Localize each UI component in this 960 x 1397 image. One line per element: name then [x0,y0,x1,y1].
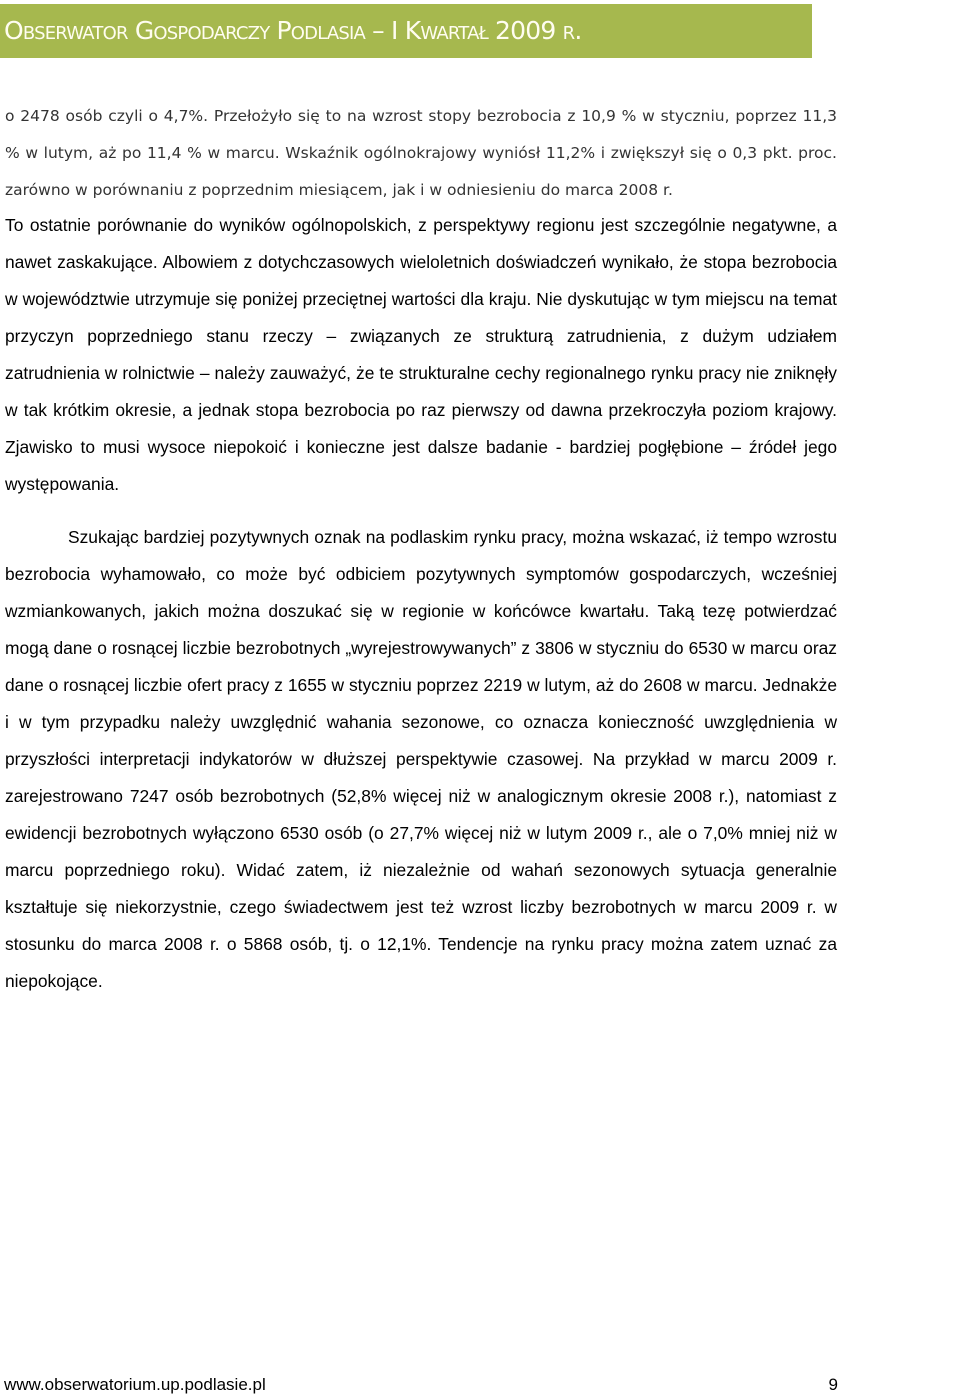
paragraph-1-start: o 2478 osób czyli o 4,7%. Przełożyło się to na wzrost stopy bezrobocia z 10,9 % w styczniu, poprzez 11,3 % w lutym, aż po 11,4 % w marcu. Wskaźnik ogólnokrajowy wyniósł 11,2% i zwiększył się o 0,3 pkt. proc. zarówno w porównaniu z poprzednim miesiącem, jak i w odniesieniu do marca 2008 r. [5,107,837,199]
page-title: Obserwator Gospodarczy Podlasia – I Kwartał 2009 r. [4,16,582,45]
footer-url: www.obserwatorium.up.podlasie.pl [4,1375,266,1394]
header-band [0,4,812,58]
paragraph-2: Szukając bardziej pozytywnych oznak na podlaskim rynku pracy, można wskazać, iż tempo wzrostu bezrobocia wyhamowało, co może być odbiciem pozytywnych symptomów gospodarczych, wcześniej wzmiankowanych, jakich można doszukać się w regionie w końcówce kwartału. Taką tezę potwierdzać mogą dane o rosnącej liczbie bezrobotnych „wyrejestrowywanych” z 3806 w styczniu do 6530 w marcu oraz dane o rosnącej liczbie ofert pracy z 1655 w styczniu poprzez 2219 w lutym, aż do 2608 w marcu. Jednakże i w tym przypadku należy uwzględnić wahania sezonowe, co oznacza konieczność uwzględnienia w przyszłości interpretacji indykatorów w dłuższej perspektywie czasowej. Na przykład w marcu 2009 r. zarejestrowano 7247 osób bezrobotnych (52,8% więcej niż w analogicznym okresie 2008 r.), natomiast z ewidencji bezrobotnych wyłączono 6530 osób (o 27,7% więcej niż w lutym 2009 r., ale o 7,0% mniej niż w marcu poprzedniego roku). Widać zatem, iż niezależnie od wahań sezonowych sytuacja generalnie kształtuje się niekorzystnie, czego świadectwem jest też wzrost liczby bezrobotnych w marcu 2009 r. w stosunku do marca 2008 r. o 5868 osób, tj. o 12,1%. Tendencje na rynku pracy można zatem uznać za niepokojące. [5,527,837,991]
page-number: 9 [828,1375,838,1394]
paragraph-1-rest: To ostatnie porównanie do wyników ogólnopolskich, z perspektywy regionu jest szczególnie negatywne, a nawet zaskakujące. Albowiem z dotychczasowych wieloletnich doświadczeń wynikało, że stopa bezrobocia w województwie utrzymuje się poniżej przeciętnej wartości dla kraju. Nie dyskutując w tym miejscu na temat przyczyn poprzedniego stanu rzeczy – związanych ze strukturą zatrudnienia, z dużym udziałem zatrudnienia w rolnictwie – należy zauważyć, że te strukturalne cechy regionalnego rynku pracy nie zniknęły w tak krótkim okresie, a jednak stopa bezrobocia po raz pierwszy od dawna przekroczyła poziom krajowy. Zjawisko to musi wysoce niepokoić i konieczne jest dalsze badanie - bardziej pogłębione – źródeł jego występowania. [5,215,837,494]
